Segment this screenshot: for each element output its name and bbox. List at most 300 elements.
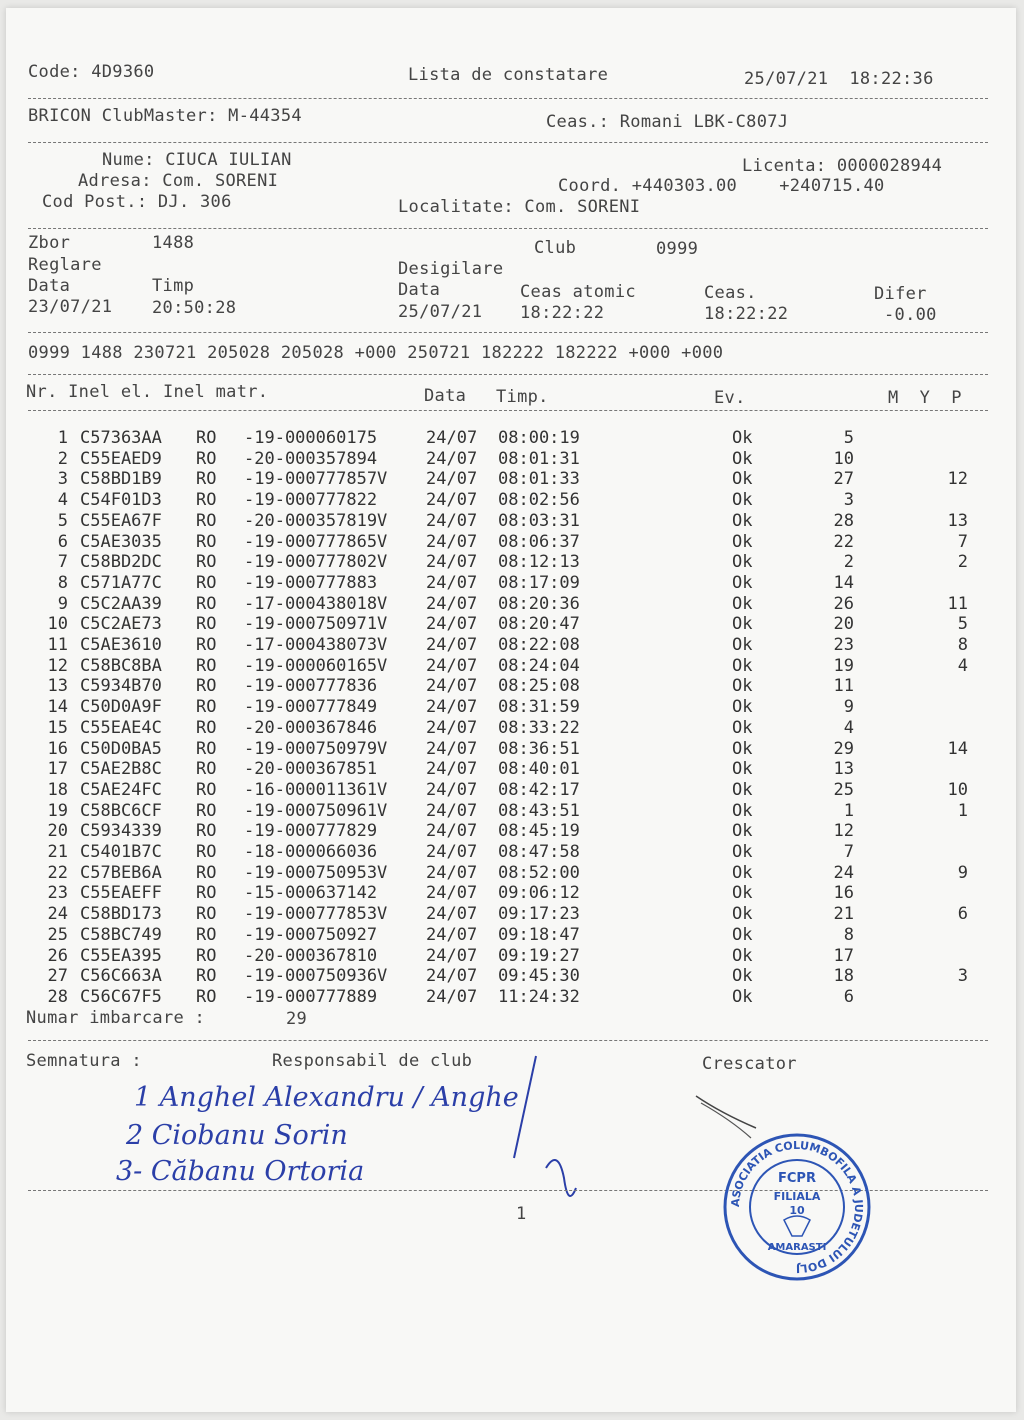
cell-ro: RO bbox=[196, 738, 217, 759]
cell-inel: C58BC749 bbox=[80, 924, 162, 945]
col-header-myp: M Y P bbox=[888, 388, 962, 408]
cell-data: 24/07 bbox=[426, 614, 478, 635]
table-row bbox=[6, 532, 1016, 553]
cell-matr: -20-000367810 bbox=[244, 945, 378, 966]
cell-ro: RO bbox=[196, 635, 217, 655]
boarding-count-label: Numar imbarcare : bbox=[26, 1008, 206, 1028]
cell-matr: -19-000750971V bbox=[244, 614, 388, 635]
cell-nr: 2 bbox=[57, 448, 68, 469]
cell-inel: C55EA395 bbox=[80, 945, 162, 966]
col-header-rings: Nr. Inel el. Inel matr. bbox=[26, 382, 269, 402]
cell-ro: RO bbox=[196, 759, 217, 780]
cell-ro: RO bbox=[196, 779, 217, 800]
cell-matr: -19-000777849 bbox=[244, 697, 378, 718]
cell-p: 10 bbox=[947, 779, 968, 800]
cell-ev: Ok bbox=[732, 510, 753, 531]
cell-inel: C5C2AE73 bbox=[80, 614, 162, 635]
cell-ro: RO bbox=[196, 614, 217, 635]
cell-ro: RO bbox=[196, 531, 217, 552]
stamp-fcpr: FCPR bbox=[778, 1171, 816, 1186]
cell-matr: -19-000777889 bbox=[244, 986, 378, 1007]
cell-data: 24/07 bbox=[426, 945, 478, 966]
cell-ev: Ok bbox=[732, 862, 753, 883]
cell-timp: 08:17:09 bbox=[498, 572, 580, 593]
licence-number: Licenta: 0000028944 bbox=[742, 156, 943, 176]
table-row bbox=[6, 635, 1016, 656]
cell-data: 24/07 bbox=[426, 490, 478, 511]
cell-matr: -19-000750936V bbox=[244, 966, 388, 987]
cell-data: 24/07 bbox=[426, 883, 478, 904]
cell-inel: C58BD2DC bbox=[80, 552, 162, 573]
stamp-filiala: FILIALA bbox=[773, 1190, 821, 1203]
cell-ev: Ok bbox=[732, 655, 753, 676]
table-row bbox=[6, 656, 1016, 677]
atomic-clock-time: 18:22:22 bbox=[520, 303, 605, 323]
clock-label: Ceas. bbox=[704, 283, 757, 303]
cell-matr: -19-000060175 bbox=[244, 428, 378, 448]
cell-ev: Ok bbox=[732, 697, 753, 718]
cell-nr: 28 bbox=[47, 986, 68, 1007]
cell-ro: RO bbox=[196, 842, 217, 862]
cell-nr: 22 bbox=[47, 862, 68, 883]
cell-p: 5 bbox=[957, 614, 968, 635]
cell-data: 24/07 bbox=[426, 635, 478, 655]
cell-timp: 08:42:17 bbox=[498, 779, 580, 800]
cell-p: 3 bbox=[957, 966, 968, 987]
cell-inel: C58BD1B9 bbox=[80, 469, 162, 490]
reglare-label: Reglare bbox=[28, 255, 102, 275]
cell-inel: C5C2AA39 bbox=[80, 593, 162, 614]
cell-m: 8 bbox=[843, 924, 854, 945]
cell-p: 8 bbox=[957, 635, 968, 655]
cell-m: 12 bbox=[833, 821, 854, 842]
cell-matr: -16-000011361V bbox=[244, 779, 388, 800]
cell-ev: Ok bbox=[732, 966, 753, 987]
cell-timp: 09:45:30 bbox=[498, 966, 580, 987]
cell-timp: 08:00:19 bbox=[498, 428, 580, 448]
cell-inel: C50D0BA5 bbox=[80, 738, 162, 759]
cell-data: 24/07 bbox=[426, 531, 478, 552]
cell-inel: C50D0A9F bbox=[80, 697, 162, 718]
cell-inel: C58BD173 bbox=[80, 904, 162, 925]
cell-data: 24/07 bbox=[426, 924, 478, 945]
cell-ev: Ok bbox=[732, 738, 753, 759]
flight-label: Zbor bbox=[28, 233, 71, 253]
cell-ro: RO bbox=[196, 510, 217, 531]
cell-nr: 15 bbox=[47, 717, 68, 738]
cell-p: 7 bbox=[957, 531, 968, 552]
table-row bbox=[6, 739, 1016, 760]
cell-matr: -15-000637142 bbox=[244, 883, 378, 904]
association-stamp bbox=[722, 1132, 872, 1282]
cell-p: 6 bbox=[957, 904, 968, 925]
desigilare-label: Desigilare bbox=[398, 259, 504, 279]
cell-ev: Ok bbox=[732, 593, 753, 614]
cell-timp: 08:12:13 bbox=[498, 552, 580, 573]
cell-data: 24/07 bbox=[426, 759, 478, 780]
cell-matr: -19-000777822 bbox=[244, 490, 378, 511]
cell-m: 13 bbox=[833, 759, 854, 780]
cell-matr: -19-000777883 bbox=[244, 572, 378, 593]
cell-m: 16 bbox=[833, 883, 854, 904]
cell-matr: -20-000357819V bbox=[244, 510, 388, 531]
cell-nr: 5 bbox=[57, 510, 68, 531]
cell-m: 9 bbox=[843, 697, 854, 718]
cell-nr: 11 bbox=[47, 635, 68, 655]
cell-data: 24/07 bbox=[426, 676, 478, 697]
col-header-date: Data bbox=[424, 386, 467, 406]
cell-ev: Ok bbox=[732, 448, 753, 469]
cell-ro: RO bbox=[196, 593, 217, 614]
cell-data: 24/07 bbox=[426, 448, 478, 469]
cell-ev: Ok bbox=[732, 614, 753, 635]
code-text: Code: 4D9360 bbox=[28, 62, 155, 82]
difference-label: Difer bbox=[874, 284, 927, 304]
signature-line-1: 1 Anghel Alexandru / Anghe bbox=[134, 1082, 519, 1113]
cell-p: 4 bbox=[957, 655, 968, 676]
desig-date-label: Data bbox=[398, 280, 441, 300]
divider bbox=[28, 332, 988, 333]
cell-data: 24/07 bbox=[426, 986, 478, 1007]
cell-ev: Ok bbox=[732, 428, 753, 448]
cell-ro: RO bbox=[196, 821, 217, 842]
cell-matr: -19-000777802V bbox=[244, 552, 388, 573]
cell-ev: Ok bbox=[732, 717, 753, 738]
cell-ev: Ok bbox=[732, 635, 753, 655]
table-row bbox=[6, 904, 1016, 925]
cell-nr: 25 bbox=[47, 924, 68, 945]
cell-matr: -17-000438073V bbox=[244, 635, 388, 655]
cell-data: 24/07 bbox=[426, 510, 478, 531]
stamp-ring-text: ASOCIATIA COLUMBOFILA A JUDETULUI DOLJ bbox=[728, 1138, 866, 1276]
cell-m: 14 bbox=[833, 572, 854, 593]
cell-m: 6 bbox=[843, 986, 854, 1007]
table-row bbox=[6, 490, 1016, 511]
locality: Localitate: Com. SORENI bbox=[398, 197, 641, 217]
cell-inel: C58BC6CF bbox=[80, 800, 162, 821]
stamp-number: 10 bbox=[789, 1204, 805, 1217]
cell-inel: C55EAE4C bbox=[80, 717, 162, 738]
cell-inel: C54F01D3 bbox=[80, 490, 162, 511]
signature-label: Semnatura : bbox=[26, 1051, 142, 1071]
cell-inel: C5934339 bbox=[80, 821, 162, 842]
cell-data: 24/07 bbox=[426, 779, 478, 800]
reglare-date: 23/07/21 bbox=[28, 297, 113, 317]
cell-ro: RO bbox=[196, 552, 217, 573]
cell-nr: 6 bbox=[57, 531, 68, 552]
coordinates: Coord. +440303.00 +240715.40 bbox=[558, 176, 885, 196]
cell-nr: 14 bbox=[47, 697, 68, 718]
cell-ro: RO bbox=[196, 986, 217, 1007]
cell-p: 11 bbox=[947, 593, 968, 614]
breeder-label: Crescator bbox=[702, 1054, 797, 1074]
cell-inel: C5AE3035 bbox=[80, 531, 162, 552]
col-header-time: Timp. bbox=[496, 387, 549, 407]
table-row bbox=[6, 925, 1016, 946]
cell-p: 1 bbox=[957, 800, 968, 821]
cell-ev: Ok bbox=[732, 552, 753, 573]
cell-ev: Ok bbox=[732, 842, 753, 862]
cell-matr: -19-000777865V bbox=[244, 531, 388, 552]
cell-matr: -19-000777836 bbox=[244, 676, 378, 697]
divider bbox=[28, 228, 988, 229]
cell-ev: Ok bbox=[732, 572, 753, 593]
cell-m: 11 bbox=[833, 676, 854, 697]
boarding-count-value: 29 bbox=[286, 1009, 308, 1029]
cell-ev: Ok bbox=[732, 800, 753, 821]
clock-time: 18:22:22 bbox=[704, 304, 789, 324]
cell-nr: 20 bbox=[47, 821, 68, 842]
cell-m: 27 bbox=[833, 469, 854, 490]
cell-nr: 21 bbox=[47, 842, 68, 862]
cell-ro: RO bbox=[196, 448, 217, 469]
cell-timp: 11:24:32 bbox=[498, 986, 580, 1007]
reglare-time-label: Timp bbox=[152, 276, 195, 296]
cell-m: 20 bbox=[833, 614, 854, 635]
table-row bbox=[6, 573, 1016, 594]
cell-nr: 26 bbox=[47, 945, 68, 966]
cell-data: 24/07 bbox=[426, 821, 478, 842]
club-label: Club bbox=[534, 238, 577, 258]
cell-inel: C55EAEFF bbox=[80, 883, 162, 904]
divider bbox=[28, 142, 988, 143]
divider bbox=[28, 410, 988, 411]
table-row bbox=[6, 428, 1016, 449]
cell-matr: -19-000750927 bbox=[244, 924, 378, 945]
clock-model: Ceas.: Romani LBK-C807J bbox=[546, 112, 789, 132]
cell-timp: 09:19:27 bbox=[498, 945, 580, 966]
cell-ev: Ok bbox=[732, 469, 753, 490]
print-datetime: 25/07/21 18:22:36 bbox=[744, 69, 934, 89]
cell-timp: 08:01:33 bbox=[498, 469, 580, 490]
signature-line-2: 2 Ciobanu Sorin bbox=[126, 1120, 348, 1151]
divider bbox=[28, 98, 988, 99]
page-number: 1 bbox=[516, 1204, 527, 1224]
table-row bbox=[6, 511, 1016, 532]
cell-data: 24/07 bbox=[426, 469, 478, 490]
cell-matr: -17-000438018V bbox=[244, 593, 388, 614]
cell-ro: RO bbox=[196, 469, 217, 490]
table-row bbox=[6, 594, 1016, 615]
cell-timp: 08:01:31 bbox=[498, 448, 580, 469]
cell-ev: Ok bbox=[732, 759, 753, 780]
cell-ev: Ok bbox=[732, 924, 753, 945]
cell-data: 24/07 bbox=[426, 800, 478, 821]
cell-m: 7 bbox=[843, 842, 854, 862]
signature-line-3: 3- Căbanu Ortoria bbox=[116, 1156, 365, 1187]
atomic-clock-label: Ceas atomic bbox=[520, 282, 636, 302]
pigeon-icon bbox=[784, 1216, 810, 1236]
cell-data: 24/07 bbox=[426, 738, 478, 759]
cell-inel: C56C663A bbox=[80, 966, 162, 987]
cell-data: 24/07 bbox=[426, 842, 478, 862]
owner-postcode: Cod Post.: DJ. 306 bbox=[42, 192, 232, 212]
cell-m: 24 bbox=[833, 862, 854, 883]
cell-nr: 13 bbox=[47, 676, 68, 697]
table-row bbox=[6, 759, 1016, 780]
cell-timp: 08:20:47 bbox=[498, 614, 580, 635]
cell-nr: 7 bbox=[57, 552, 68, 573]
cell-ro: RO bbox=[196, 655, 217, 676]
cell-data: 24/07 bbox=[426, 717, 478, 738]
cell-m: 25 bbox=[833, 779, 854, 800]
cell-timp: 08:03:31 bbox=[498, 510, 580, 531]
cell-m: 23 bbox=[833, 635, 854, 655]
cell-p: 9 bbox=[957, 862, 968, 883]
cell-ro: RO bbox=[196, 800, 217, 821]
cell-data: 24/07 bbox=[426, 862, 478, 883]
cell-nr: 19 bbox=[47, 800, 68, 821]
cell-p: 14 bbox=[947, 738, 968, 759]
cell-data: 24/07 bbox=[426, 655, 478, 676]
cell-ro: RO bbox=[196, 862, 217, 883]
cell-matr: -20-000357894 bbox=[244, 448, 378, 469]
cell-inel: C55EA67F bbox=[80, 510, 162, 531]
cell-matr: -19-000750979V bbox=[244, 738, 388, 759]
code-line: 0999 1488 230721 205028 205028 +000 250721 182222 182222 +000 +000 bbox=[28, 343, 724, 363]
cell-inel: C5401B7C bbox=[80, 842, 162, 862]
table-row bbox=[6, 614, 1016, 635]
cell-m: 2 bbox=[843, 552, 854, 573]
cell-nr: 16 bbox=[47, 738, 68, 759]
cell-p: 2 bbox=[957, 552, 968, 573]
cell-timp: 08:31:59 bbox=[498, 697, 580, 718]
cell-nr: 12 bbox=[47, 655, 68, 676]
table-row bbox=[6, 883, 1016, 904]
cell-data: 24/07 bbox=[426, 697, 478, 718]
cell-ro: RO bbox=[196, 697, 217, 718]
cell-m: 22 bbox=[833, 531, 854, 552]
cell-m: 18 bbox=[833, 966, 854, 987]
cell-matr: -19-000777829 bbox=[244, 821, 378, 842]
stamp-city: AMARASTI bbox=[767, 1242, 827, 1253]
col-header-ev: Ev. bbox=[714, 388, 746, 408]
table-row bbox=[6, 552, 1016, 573]
cell-matr: -18-000066036 bbox=[244, 842, 378, 862]
table-row bbox=[6, 718, 1016, 739]
cell-inel: C57BEB6A bbox=[80, 862, 162, 883]
cell-ev: Ok bbox=[732, 490, 753, 511]
cell-timp: 08:43:51 bbox=[498, 800, 580, 821]
table-row bbox=[6, 697, 1016, 718]
divider bbox=[28, 1040, 988, 1041]
cell-nr: 9 bbox=[57, 593, 68, 614]
cell-data: 24/07 bbox=[426, 552, 478, 573]
table-row bbox=[6, 676, 1016, 697]
cell-ro: RO bbox=[196, 924, 217, 945]
cell-ro: RO bbox=[196, 904, 217, 925]
table-row bbox=[6, 987, 1016, 1008]
desig-date: 25/07/21 bbox=[398, 302, 483, 322]
table-row bbox=[6, 821, 1016, 842]
cell-nr: 24 bbox=[47, 904, 68, 925]
cell-m: 3 bbox=[843, 490, 854, 511]
cell-nr: 3 bbox=[57, 469, 68, 490]
cell-matr: -20-000367851 bbox=[244, 759, 378, 780]
cell-inel: C55EAED9 bbox=[80, 448, 162, 469]
table-row bbox=[6, 469, 1016, 490]
cell-data: 24/07 bbox=[426, 966, 478, 987]
table-row bbox=[6, 863, 1016, 884]
cell-ro: RO bbox=[196, 428, 217, 448]
cell-ro: RO bbox=[196, 966, 217, 987]
cell-ev: Ok bbox=[732, 883, 753, 904]
cell-ev: Ok bbox=[732, 986, 753, 1007]
document-sheet bbox=[6, 8, 1016, 1412]
cell-nr: 10 bbox=[47, 614, 68, 635]
divider bbox=[28, 374, 988, 375]
cell-timp: 08:36:51 bbox=[498, 738, 580, 759]
cell-data: 24/07 bbox=[426, 572, 478, 593]
table-row bbox=[6, 966, 1016, 987]
cell-m: 21 bbox=[833, 904, 854, 925]
cell-m: 26 bbox=[833, 593, 854, 614]
cell-nr: 18 bbox=[47, 779, 68, 800]
cell-inel: C5AE24FC bbox=[80, 779, 162, 800]
cell-timp: 08:45:19 bbox=[498, 821, 580, 842]
cell-m: 28 bbox=[833, 510, 854, 531]
cell-inel: C5AE2B8C bbox=[80, 759, 162, 780]
cell-timp: 09:18:47 bbox=[498, 924, 580, 945]
cell-m: 29 bbox=[833, 738, 854, 759]
document-title: Lista de constatare bbox=[408, 65, 609, 85]
cell-matr: -20-000367846 bbox=[244, 717, 378, 738]
cell-ev: Ok bbox=[732, 904, 753, 925]
cell-ev: Ok bbox=[732, 531, 753, 552]
cell-p: 12 bbox=[947, 469, 968, 490]
cell-inel: C57363AA bbox=[80, 428, 162, 448]
cell-timp: 09:17:23 bbox=[498, 904, 580, 925]
cell-matr: -19-000750961V bbox=[244, 800, 388, 821]
cell-m: 4 bbox=[843, 717, 854, 738]
cell-data: 24/07 bbox=[426, 428, 478, 448]
cell-inel: C5AE3610 bbox=[80, 635, 162, 655]
cell-ro: RO bbox=[196, 945, 217, 966]
cell-data: 24/07 bbox=[426, 904, 478, 925]
cell-ev: Ok bbox=[732, 779, 753, 800]
cell-timp: 08:06:37 bbox=[498, 531, 580, 552]
table-row bbox=[6, 780, 1016, 801]
cell-p: 13 bbox=[947, 510, 968, 531]
table-row bbox=[6, 801, 1016, 822]
cell-ro: RO bbox=[196, 717, 217, 738]
table-row bbox=[6, 946, 1016, 967]
cell-nr: 8 bbox=[57, 572, 68, 593]
cell-data: 24/07 bbox=[426, 593, 478, 614]
cell-m: 5 bbox=[843, 428, 854, 448]
flight-number: 1488 bbox=[152, 233, 195, 253]
cell-ro: RO bbox=[196, 572, 217, 593]
club-number: 0999 bbox=[656, 239, 699, 259]
cell-nr: 23 bbox=[47, 883, 68, 904]
cell-inel: C5934B70 bbox=[80, 676, 162, 697]
reglare-date-label: Data bbox=[28, 276, 71, 296]
cell-inel: C56C67F5 bbox=[80, 986, 162, 1007]
cell-m: 17 bbox=[833, 945, 854, 966]
cell-ev: Ok bbox=[732, 945, 753, 966]
cell-ro: RO bbox=[196, 883, 217, 904]
cell-timp: 08:24:04 bbox=[498, 655, 580, 676]
cell-m: 1 bbox=[843, 800, 854, 821]
cell-timp: 09:06:12 bbox=[498, 883, 580, 904]
owner-address: Adresa: Com. SORENI bbox=[78, 171, 279, 191]
cell-timp: 08:02:56 bbox=[498, 490, 580, 511]
cell-nr: 1 bbox=[57, 428, 68, 448]
cell-nr: 4 bbox=[57, 490, 68, 511]
cell-inel: C571A77C bbox=[80, 572, 162, 593]
cell-timp: 08:22:08 bbox=[498, 635, 580, 655]
owner-name: Nume: CIUCA IULIAN bbox=[102, 150, 292, 170]
